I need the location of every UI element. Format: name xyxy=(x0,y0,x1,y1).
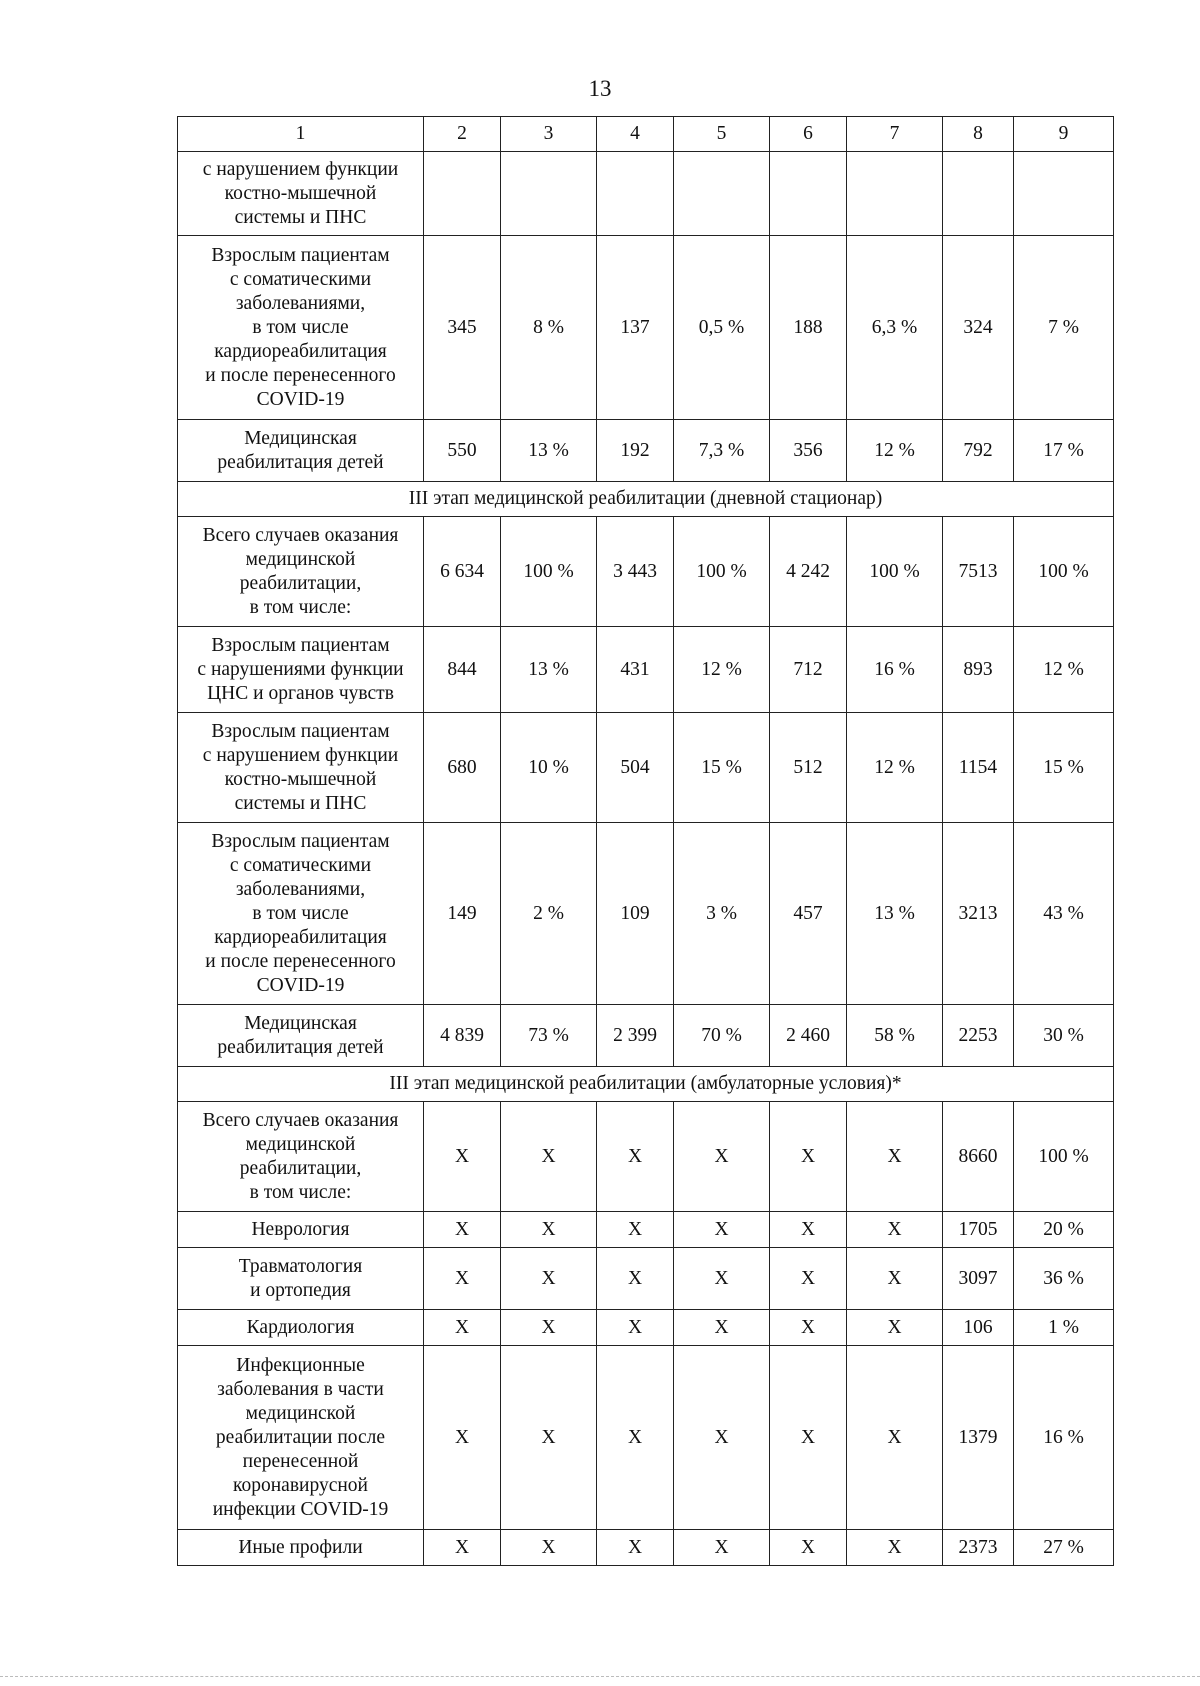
table-cell: 70 % xyxy=(674,1005,770,1067)
table-cell xyxy=(847,152,943,236)
table-cell: 12 % xyxy=(847,713,943,823)
table-cell: 3 443 xyxy=(597,517,674,627)
table-cell: X xyxy=(597,1530,674,1566)
table-cell: 15 % xyxy=(674,713,770,823)
table-cell: X xyxy=(501,1530,597,1566)
table-cell: 792 xyxy=(943,420,1014,482)
table-cell: 188 xyxy=(770,236,847,420)
table-cell: X xyxy=(424,1346,501,1530)
table-row xyxy=(178,420,1114,482)
table-row xyxy=(178,1310,1114,1346)
table-row xyxy=(178,713,1114,823)
table-cell: 43 % xyxy=(1014,823,1114,1005)
section-heading-row xyxy=(178,482,1114,517)
row-label: Всего случаев оказания медицинской реабилитации, в том числе: xyxy=(178,517,424,627)
table-cell: X xyxy=(674,1346,770,1530)
table-cell: X xyxy=(847,1248,943,1310)
column-number-5: 5 xyxy=(674,117,770,152)
table-cell xyxy=(1014,152,1114,236)
table-cell: 550 xyxy=(424,420,501,482)
table-cell xyxy=(597,152,674,236)
table-cell: 27 % xyxy=(1014,1530,1114,1566)
table-cell: 2373 xyxy=(943,1530,1014,1566)
table-cell xyxy=(501,152,597,236)
page-number: 13 xyxy=(588,76,612,101)
table-cell: 3 % xyxy=(674,823,770,1005)
table-cell: 356 xyxy=(770,420,847,482)
table-cell: 30 % xyxy=(1014,1005,1114,1067)
table-cell: 12 % xyxy=(1014,627,1114,713)
column-number-1: 1 xyxy=(178,117,424,152)
table-cell: 73 % xyxy=(501,1005,597,1067)
column-number-3: 3 xyxy=(501,117,597,152)
table-cell: X xyxy=(674,1102,770,1212)
table-cell: X xyxy=(770,1346,847,1530)
table-cell: 12 % xyxy=(674,627,770,713)
header-row xyxy=(178,117,1114,152)
table-cell: 12 % xyxy=(847,420,943,482)
row-label: Кардиология xyxy=(178,1310,424,1346)
table-cell: 4 839 xyxy=(424,1005,501,1067)
table-cell: 680 xyxy=(424,713,501,823)
table-cell: 17 % xyxy=(1014,420,1114,482)
table-cell: X xyxy=(424,1212,501,1248)
table-cell: 2253 xyxy=(943,1005,1014,1067)
table-cell: X xyxy=(674,1248,770,1310)
row-label: Взрослым пациентам с соматическими заболеваниями, в том числе кардиореабилитация и после перенесенного COVID-19 xyxy=(178,236,424,420)
table-cell: 2 % xyxy=(501,823,597,1005)
table-cell: X xyxy=(770,1102,847,1212)
table-cell: X xyxy=(674,1310,770,1346)
table-cell: 36 % xyxy=(1014,1248,1114,1310)
table-cell: 2 460 xyxy=(770,1005,847,1067)
row-label: Медицинская реабилитация детей xyxy=(178,420,424,482)
table-cell: X xyxy=(597,1248,674,1310)
table-cell: 16 % xyxy=(847,627,943,713)
table-row xyxy=(178,1248,1114,1310)
table-cell: X xyxy=(770,1212,847,1248)
table-cell: 13 % xyxy=(501,420,597,482)
column-number-8: 8 xyxy=(943,117,1014,152)
table-cell: 6 634 xyxy=(424,517,501,627)
table-cell: X xyxy=(424,1310,501,1346)
table-row xyxy=(178,1212,1114,1248)
table-cell: 100 % xyxy=(1014,517,1114,627)
table-cell: X xyxy=(847,1530,943,1566)
row-label: Травматология и ортопедия xyxy=(178,1248,424,1310)
column-number-6: 6 xyxy=(770,117,847,152)
table-cell xyxy=(943,152,1014,236)
table-row xyxy=(178,1102,1114,1212)
column-number-7: 7 xyxy=(847,117,943,152)
section-title: III этап медицинской реабилитации (дневной стационар) xyxy=(178,482,1114,517)
column-number-2: 2 xyxy=(424,117,501,152)
row-label: Инфекционные заболевания в части медицинской реабилитации после перенесенной коронавирусной инфекции COVID-19 xyxy=(178,1346,424,1530)
table-cell: 893 xyxy=(943,627,1014,713)
table-row xyxy=(178,517,1114,627)
table-cell: 106 xyxy=(943,1310,1014,1346)
table-cell: 109 xyxy=(597,823,674,1005)
table-cell: X xyxy=(424,1530,501,1566)
table-cell: X xyxy=(847,1102,943,1212)
table-cell: X xyxy=(847,1212,943,1248)
row-label: Взрослым пациентам с нарушением функции костно-мышечной системы и ПНС xyxy=(178,713,424,823)
table-cell: X xyxy=(847,1346,943,1530)
table-cell: X xyxy=(501,1212,597,1248)
table-cell: 3213 xyxy=(943,823,1014,1005)
table-cell: 20 % xyxy=(1014,1212,1114,1248)
row-label: Всего случаев оказания медицинской реабилитации, в том числе: xyxy=(178,1102,424,1212)
table-row xyxy=(178,1346,1114,1530)
table-cell: 13 % xyxy=(501,627,597,713)
table-cell: 100 % xyxy=(847,517,943,627)
table-cell: X xyxy=(770,1530,847,1566)
table-cell: 2 399 xyxy=(597,1005,674,1067)
table-cell xyxy=(674,152,770,236)
table-cell: 13 % xyxy=(847,823,943,1005)
section-title: III этап медицинской реабилитации (амбулаторные условия)* xyxy=(178,1067,1114,1102)
table-cell: 844 xyxy=(424,627,501,713)
table-cell: X xyxy=(501,1310,597,1346)
table-cell: 324 xyxy=(943,236,1014,420)
table-cell: 100 % xyxy=(674,517,770,627)
table-cell: 1705 xyxy=(943,1212,1014,1248)
table-cell: X xyxy=(501,1346,597,1530)
table-cell: 8660 xyxy=(943,1102,1014,1212)
table-cell: 149 xyxy=(424,823,501,1005)
table-cell: X xyxy=(674,1530,770,1566)
row-label: Неврология xyxy=(178,1212,424,1248)
table-cell: 712 xyxy=(770,627,847,713)
table-cell: X xyxy=(501,1102,597,1212)
table-cell: 7 % xyxy=(1014,236,1114,420)
row-label: Взрослым пациентам с нарушениями функции ЦНС и органов чувств xyxy=(178,627,424,713)
table-row xyxy=(178,823,1114,1005)
table-cell: 58 % xyxy=(847,1005,943,1067)
table-cell: 431 xyxy=(597,627,674,713)
column-number-9: 9 xyxy=(1014,117,1114,152)
table-cell: 137 xyxy=(597,236,674,420)
table-cell: 4 242 xyxy=(770,517,847,627)
row-label: Медицинская реабилитация детей xyxy=(178,1005,424,1067)
table-cell: 10 % xyxy=(501,713,597,823)
table-cell: 3097 xyxy=(943,1248,1014,1310)
row-label: с нарушением функции костно-мышечной системы и ПНС xyxy=(178,152,424,236)
table-cell: X xyxy=(597,1212,674,1248)
table-cell: 15 % xyxy=(1014,713,1114,823)
table-row xyxy=(178,627,1114,713)
table-cell: X xyxy=(597,1310,674,1346)
table-cell: X xyxy=(770,1248,847,1310)
table-cell: 1 % xyxy=(1014,1310,1114,1346)
table-cell: 1154 xyxy=(943,713,1014,823)
table-row xyxy=(178,152,1114,236)
table-cell: X xyxy=(674,1212,770,1248)
row-label: Иные профили xyxy=(178,1530,424,1566)
table-row xyxy=(178,1005,1114,1067)
table-row xyxy=(178,1530,1114,1566)
table-cell: 16 % xyxy=(1014,1346,1114,1530)
table-cell xyxy=(424,152,501,236)
table-cell: 504 xyxy=(597,713,674,823)
table-cell: 345 xyxy=(424,236,501,420)
table-cell: X xyxy=(597,1102,674,1212)
page-bottom-rule xyxy=(0,1676,1200,1677)
table-cell: 512 xyxy=(770,713,847,823)
rehab-statistics-table xyxy=(177,116,1114,1566)
table-cell: 100 % xyxy=(501,517,597,627)
table-row xyxy=(178,236,1114,420)
table-cell: 7,3 % xyxy=(674,420,770,482)
row-label: Взрослым пациентам с соматическими заболеваниями, в том числе кардиореабилитация и после перенесенного COVID-19 xyxy=(178,823,424,1005)
column-number-4: 4 xyxy=(597,117,674,152)
table-cell: X xyxy=(424,1248,501,1310)
table-cell: X xyxy=(597,1346,674,1530)
table-cell: X xyxy=(770,1310,847,1346)
table-cell: 6,3 % xyxy=(847,236,943,420)
table-cell: 100 % xyxy=(1014,1102,1114,1212)
table-cell xyxy=(770,152,847,236)
table-cell: 8 % xyxy=(501,236,597,420)
table-cell: 192 xyxy=(597,420,674,482)
table-cell: X xyxy=(847,1310,943,1346)
table-cell: X xyxy=(501,1248,597,1310)
table-cell: X xyxy=(424,1102,501,1212)
table-cell: 457 xyxy=(770,823,847,1005)
table-cell: 0,5 % xyxy=(674,236,770,420)
table-cell: 7513 xyxy=(943,517,1014,627)
table-cell: 1379 xyxy=(943,1346,1014,1530)
section-heading-row xyxy=(178,1067,1114,1102)
